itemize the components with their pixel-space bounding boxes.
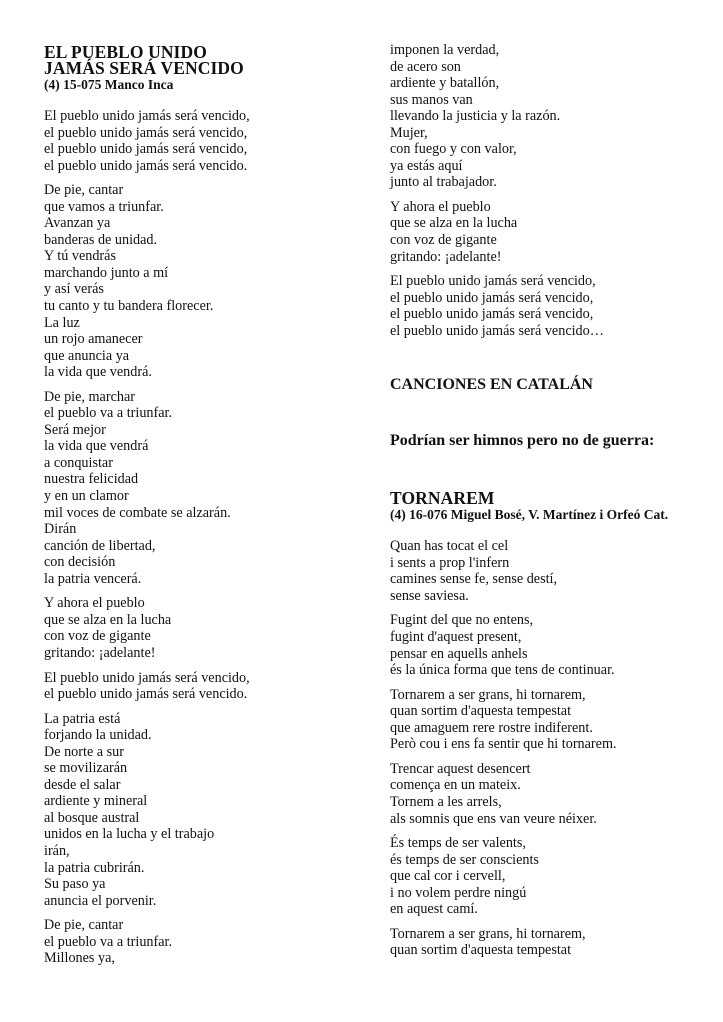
lyric-line: Su paso ya — [44, 876, 106, 893]
lyric-line: El pueblo unido jamás será vencido, — [44, 108, 250, 124]
lyrics-continued — [390, 42, 710, 339]
lyric-line: Y tú vendrás — [44, 248, 116, 265]
lyric-line: unidos en la lucha y el trabajo — [44, 826, 215, 843]
lyric-line: és temps de ser conscients — [390, 851, 539, 868]
stanza — [390, 273, 710, 339]
lyric-line: la patria vencerá. — [44, 570, 142, 587]
lyric-line: con voz de gigante — [390, 232, 497, 249]
stanza — [390, 538, 710, 604]
song-title-pueblo-unido — [44, 44, 364, 76]
lyric-line: que anuncia ya — [44, 347, 130, 364]
lyric-line: canción de libertad, — [44, 537, 156, 554]
lyric-line: el pueblo unido jamás será vencido. — [44, 157, 248, 174]
lyric-line: la vida que vendrá — [44, 438, 149, 455]
lyric-line: gritando: ¡adelante! — [44, 644, 156, 661]
stanza — [44, 182, 364, 381]
lyrics-body — [390, 538, 710, 959]
lyric-line: se movilizarán — [44, 760, 128, 777]
lyric-line: con voz de gigante — [44, 628, 151, 645]
left-column — [44, 44, 364, 975]
title-line: JAMÁS SERÁ VENCIDO — [44, 58, 244, 78]
section-subheading: Podrían ser himnos pero no de guerra: — [390, 432, 655, 450]
lyric-line: Y ahora el pueblo — [44, 595, 145, 612]
lyric-line: quan sortim d'aquesta tempestat — [390, 942, 572, 959]
lyric-line: Dirán — [44, 521, 77, 538]
lyric-line: pensar en aquells anhels — [390, 645, 528, 662]
lyric-line: El pueblo unido jamás será vencido, — [44, 669, 250, 686]
lyric-line: banderas de unidad. — [44, 231, 158, 248]
lyric-line: mil voces de combate se alzarán. — [44, 504, 231, 521]
lyric-line: un rojo amanecer — [44, 331, 143, 348]
lyric-line: El pueblo unido jamás será vencido, — [390, 273, 596, 290]
lyric-line: con decisión — [44, 554, 116, 571]
lyric-line: Trencar aquest desencert — [390, 760, 531, 777]
lyric-line: y en un clamor — [44, 488, 129, 505]
stanza — [390, 835, 710, 918]
lyric-line: Fugint del que no entens, — [390, 612, 534, 629]
right-column — [390, 42, 710, 967]
title-line: EL PUEBLO UNIDO — [44, 42, 207, 62]
lyric-line: ardiente y batallón, — [390, 75, 500, 92]
lyric-line: a conquistar — [44, 454, 113, 471]
lyric-line: que se alza en la lucha — [44, 611, 172, 628]
stanza — [390, 42, 710, 191]
lyric-line: el pueblo va a triunfar. — [44, 933, 173, 950]
lyric-line: és la única forma que tens de continuar. — [390, 662, 615, 679]
lyric-line: comença en un mateix. — [390, 777, 521, 794]
stanza — [44, 670, 364, 703]
lyric-line: forjando la unidad. — [44, 727, 152, 744]
lyric-line: gritando: ¡adelante! — [390, 248, 502, 265]
lyric-line: el pueblo va a triunfar. — [44, 405, 173, 422]
lyric-line: que cal cor i cervell, — [390, 868, 506, 885]
lyric-line: La luz — [44, 314, 80, 331]
lyric-line: el pueblo unido jamás será vencido, — [44, 141, 248, 158]
lyric-line: Será mejor — [44, 421, 106, 438]
song-title-tornarem: TORNAREM — [390, 488, 495, 509]
lyric-line: imponen la verdad, — [390, 42, 500, 58]
lyric-line: llevando la justicia y la razón. — [390, 108, 561, 125]
lyric-line: que se alza en la lucha — [390, 215, 518, 232]
lyric-line: de acero son — [390, 58, 461, 75]
lyric-line: quan sortim d'aquesta tempestat — [390, 703, 572, 720]
lyric-line: Y ahora el pueblo — [390, 198, 491, 215]
lyrics-body — [44, 108, 364, 967]
section-heading: CANCIONES EN CATALÁN — [390, 376, 593, 394]
song-subtitle: (4) 16-076 Miguel Bosé, V. Martínez i Orfeó Cat. — [390, 507, 669, 523]
lyric-line: el pueblo unido jamás será vencido… — [390, 322, 604, 339]
lyric-line: sense saviesa. — [390, 587, 469, 604]
lyric-line: i no volem perdre ningú — [390, 884, 527, 901]
lyric-line: la vida que vendrá. — [44, 364, 152, 381]
lyric-line: De pie, cantar — [44, 917, 124, 934]
stanza — [44, 917, 364, 967]
lyric-line: el pueblo unido jamás será vencido. — [44, 686, 248, 703]
stanza — [390, 612, 710, 678]
lyric-line: Però cou i ens fa sentir que hi tornarem. — [390, 736, 617, 753]
stanza — [390, 199, 710, 265]
stanza — [44, 108, 364, 174]
lyric-line: ya estás aquí — [390, 157, 463, 174]
stanza — [44, 595, 364, 661]
lyric-line: És temps de ser valents, — [390, 835, 526, 852]
stanza — [390, 687, 710, 753]
stanza — [44, 389, 364, 588]
lyric-line: Millones ya, — [44, 950, 115, 967]
lyric-line: anuncia el porvenir. — [44, 892, 157, 909]
lyric-line: Tornarem a ser grans, hi tornarem, — [390, 686, 586, 703]
lyric-line: i sents a prop l'infern — [390, 554, 510, 571]
lyric-line: Tornarem a ser grans, hi tornarem, — [390, 925, 586, 942]
lyric-line: marchando junto a mí — [44, 264, 169, 281]
lyric-line: als somnis que ens van veure néixer. — [390, 810, 597, 827]
lyric-line: fugint d'aquest present, — [390, 629, 522, 646]
lyric-line: junto al trabajador. — [390, 174, 497, 191]
lyric-line: y así verás — [44, 281, 104, 298]
lyric-line: Quan has tocat el cel — [390, 538, 509, 555]
lyric-line: Avanzan ya — [44, 215, 111, 232]
lyric-line: al bosque austral — [44, 809, 140, 826]
stanza — [44, 711, 364, 910]
lyric-line: con fuego y con valor, — [390, 141, 517, 158]
stanza — [390, 926, 710, 959]
lyric-line: De pie, marchar — [44, 388, 135, 405]
lyric-line: tu canto y tu bandera florecer. — [44, 298, 214, 315]
lyric-line: que amaguem rere rostre indiferent. — [390, 719, 593, 736]
lyric-line: que vamos a triunfar. — [44, 198, 164, 215]
lyric-line: La patria está — [44, 710, 121, 727]
lyric-line: Mujer, — [390, 124, 428, 141]
lyric-line: la patria cubrirán. — [44, 859, 145, 876]
lyric-line: nuestra felicidad — [44, 471, 139, 488]
lyric-line: en aquest camí. — [390, 901, 478, 918]
lyric-line: camines sense fe, sense destí, — [390, 571, 558, 588]
lyric-line: De pie, cantar — [44, 182, 124, 199]
lyric-line: Tornem a les arrels, — [390, 793, 502, 810]
lyric-line: irán, — [44, 842, 70, 859]
lyric-line: ardiente y mineral — [44, 793, 148, 810]
lyric-line: desde el salar — [44, 776, 121, 793]
lyric-line: el pueblo unido jamás será vencido, — [390, 289, 594, 306]
lyric-line: sus manos van — [390, 91, 473, 108]
lyric-line: el pueblo unido jamás será vencido, — [390, 306, 594, 323]
stanza — [390, 761, 710, 827]
song-subtitle: (4) 15-075 Manco Inca — [44, 77, 174, 92]
lyric-line: el pueblo unido jamás será vencido, — [44, 124, 248, 141]
lyric-line: De norte a sur — [44, 743, 124, 760]
